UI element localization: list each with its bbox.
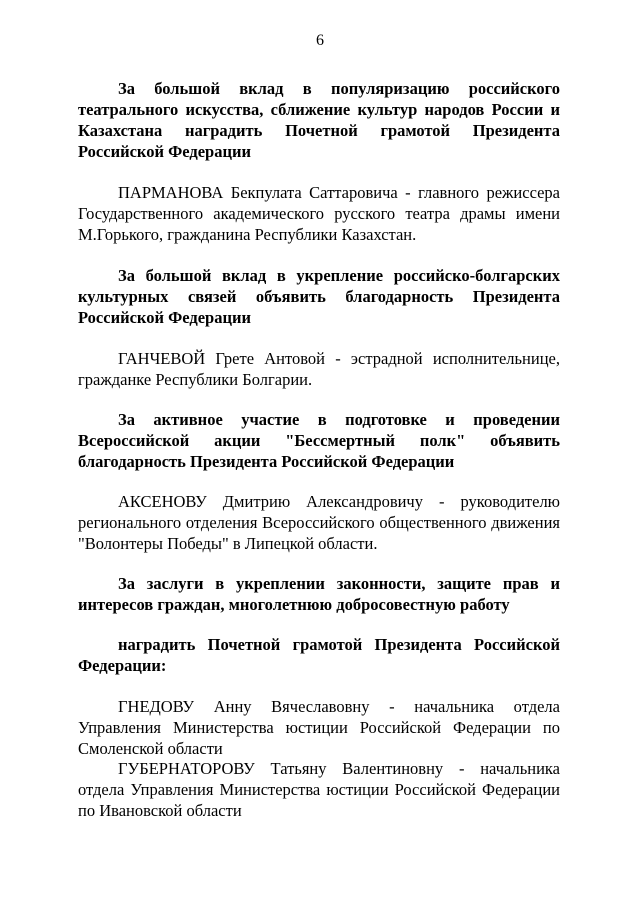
decree-subheading-4: наградить Почетной грамотой Президента Российской Федерации: bbox=[78, 635, 560, 675]
page-number: 6 bbox=[316, 32, 324, 49]
decree-heading-2: За большой вклад в укрепление российско-болгарских культурных связей объявить благодарность Президента Российской Федерации bbox=[78, 266, 560, 327]
decree-heading-3: За активное участие в подготовке и проведении Всероссийской акции "Бессмертный полк" объявить благодарность Президента Российской Федерации bbox=[78, 410, 560, 471]
decree-heading-1: За большой вклад в популяризацию российского театрального искусства, сближение культур народов России и Казахстана наградить Почетной грамотой Президента Российской Федерации bbox=[78, 79, 560, 161]
award-entry-5: ГУБЕРНАТОРОВУ Татьяну Валентиновну - начальника отдела Управления Министерства юстиции Российской Федерации по Ивановской области bbox=[78, 759, 560, 820]
award-entry-3: АКСЕНОВУ Дмитрию Александровичу - руководителю регионального отделения Всероссийского общественного движения "Волонтеры Победы" в Липецкой области. bbox=[78, 492, 560, 553]
decree-heading-4: За заслуги в укреплении законности, защите прав и интересов граждан, многолетнюю добросовестную работу bbox=[78, 574, 560, 614]
award-entry-2: ГАНЧЕВОЙ Грете Антовой - эстрадной исполнительнице, гражданке Республики Болгарии. bbox=[78, 349, 560, 389]
award-entry-4: ГНЕДОВУ Анну Вячеславовну - начальника отдела Управления Министерства юстиции Российской Федерации по Смоленской области bbox=[78, 697, 560, 758]
award-entry-1: ПАРМАНОВА Бекпулата Саттаровича - главного режиссера Государственного академического русского театра драмы имени М.Горького, гражданина Республики Казахстан. bbox=[78, 183, 560, 244]
